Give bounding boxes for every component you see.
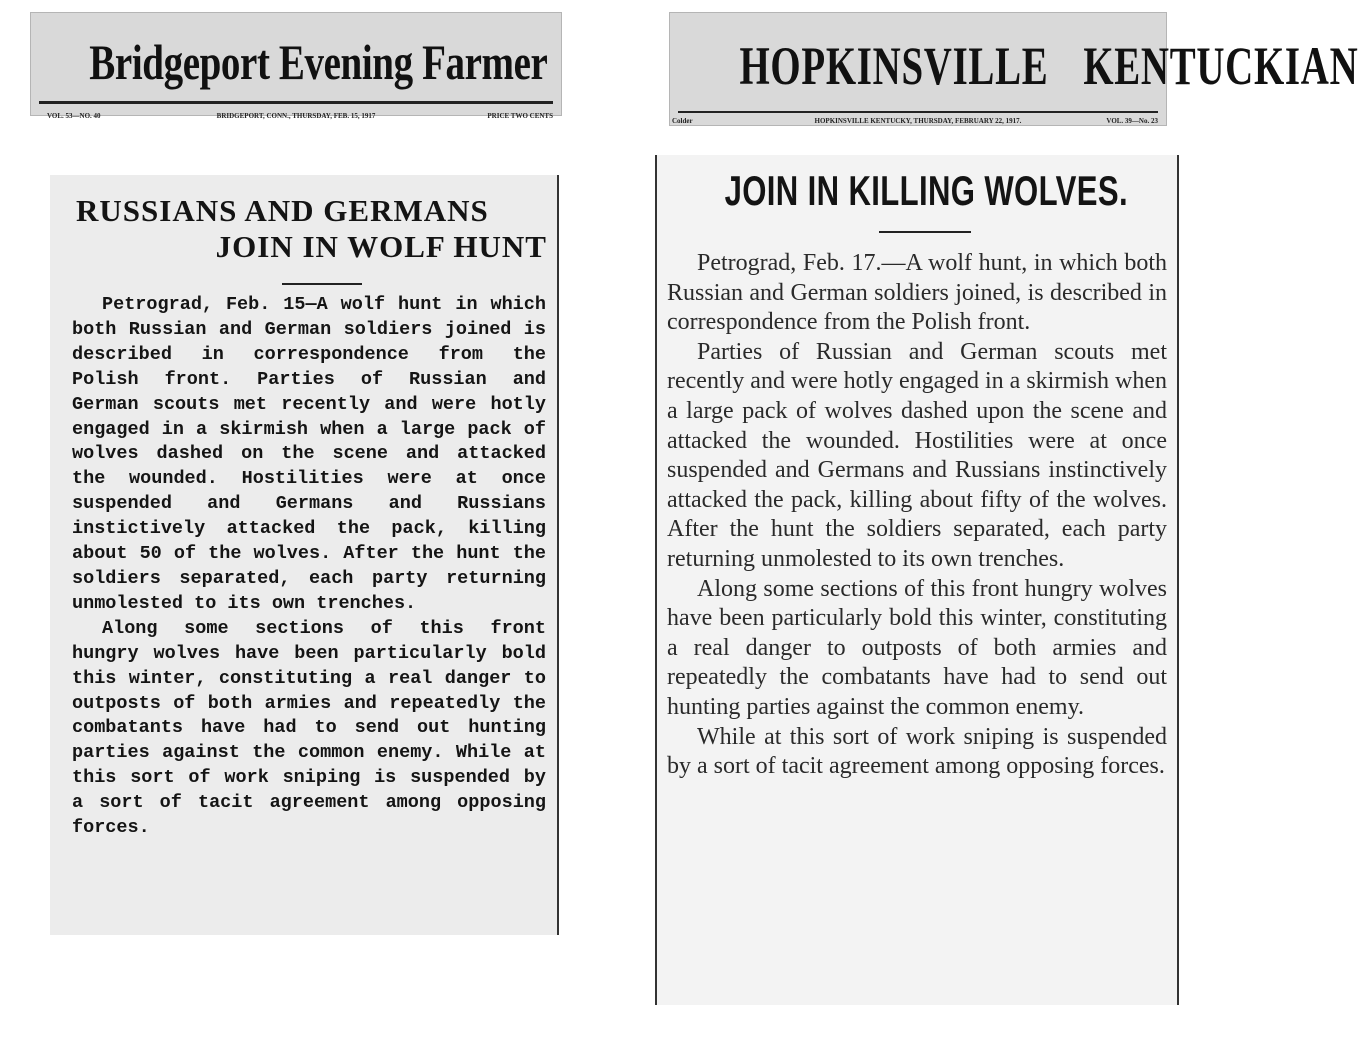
hopkinsville-volume: VOL. 39—No. 23 [1106,117,1158,125]
hopkinsville-paragraph: Petrograd, Feb. 17.—A wolf hunt, in which both Russian and German soldiers joined, is described in correspondence from the Polish front. [667,250,1167,336]
hopkinsville-paragraph: Along some sections of this front hungry wolves have been particularly bold this winter, constituting a real danger to outposts of both armies and repeatedly the combatants have had to send out hunting parties against the common enemy. [667,575,1167,720]
bridgeport-paragraph: Petrograd, Feb. 15—A wolf hunt in which both Russian and German soldiers joined is described in correspondence from the Polish front. Parties of Russian and German scouts met recently and were hotly engaged in a skirmish when a large pack of wolves dashed on the scene and attacked the wounded. Hostilities were at once suspended and Germans and Russians instictively attacked the pack, killing about 50 of the wolves. After the hunt the soldiers separated, each party returning unmolested to its own trenches. [72,294,546,614]
bridgeport-article-body [72,293,546,841]
bridgeport-paragraph: Along some sections of this front hungry wolves have been particularly bold this winter, constituting a real danger to outposts of both armies and repeatedly the combatants have had to send out hunting parties against the common enemy. While at this sort of work sniping is suspended by a sort of tacit agreement among opposing forces. [72,617,546,839]
bridgeport-headline-rule [282,283,362,285]
hopkinsville-article [655,155,1179,1005]
bridgeport-volume: VOL. 53—NO. 40 [47,112,101,120]
bridgeport-headline-line1: RUSSIANS AND GERMANS [76,193,489,228]
bridgeport-masthead [30,12,562,120]
hopkinsville-masthead [669,12,1358,126]
bridgeport-price: PRICE TWO CENTS [487,112,553,120]
hopkinsville-headline: JOIN IN KILLING WOLVES. [724,167,1128,214]
hopkinsville-dateline: HOPKINSVILLE KENTUCKY, THURSDAY, FEBRUARY 22, 1917. [814,117,1022,125]
bridgeport-article [50,175,559,935]
bridgeport-masthead-rule [39,101,553,104]
hopkinsville-headline-rule [879,231,971,233]
hopkinsville-article-body [667,249,1167,782]
hopkinsville-title: HOPKINSVILLE KENTUCKIAN [739,36,1358,96]
hopkinsville-weather: Colder [672,117,693,125]
bridgeport-headline-line2: JOIN IN WOLF HUNT [215,229,547,264]
bridgeport-title: Bridgeport Evening Farmer [89,34,548,90]
hopkinsville-paragraph: While at this sort of work sniping is suspended by a sort of tacit agreement among opposing forces. [667,723,1167,780]
hopkinsville-paragraph: Parties of Russian and German scouts met recently and were hotly engaged in a skirmish when a large pack of wolves dashed upon the scene and attacked the wounded. Hostilities were at once suspended and Germans and Russians instinctively attacked the pack, killing about fifty of the wolves. After the hunt the soldiers separated, each party returning unmolested to its own trenches. [667,338,1167,572]
bridgeport-dateline: BRIDGEPORT, CONN., THURSDAY, FEB. 15, 1917 [216,112,376,120]
hopkinsville-masthead-rule [678,111,1158,113]
